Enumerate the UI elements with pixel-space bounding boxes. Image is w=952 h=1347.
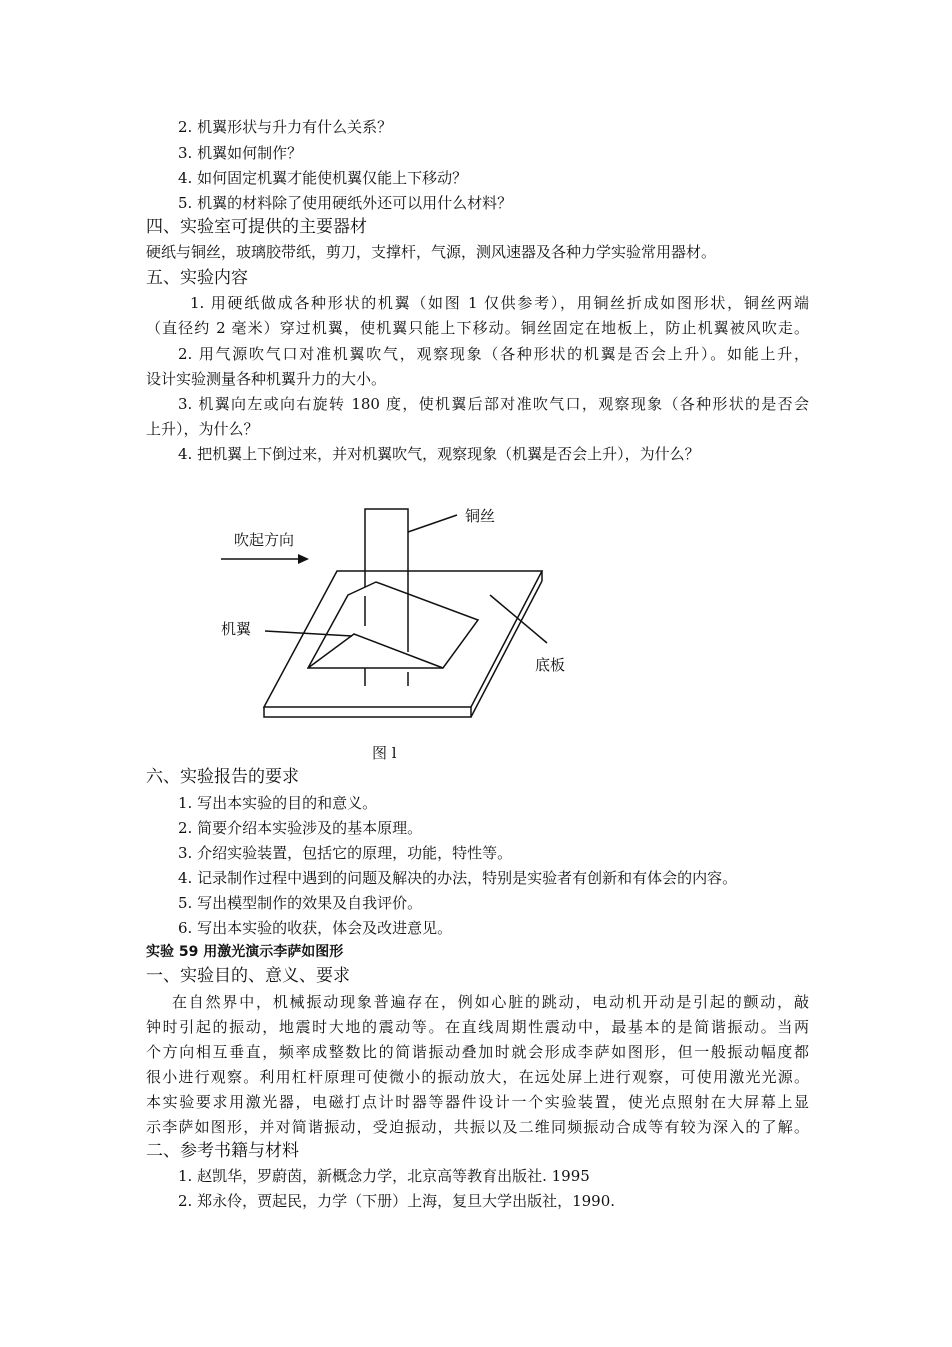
question-2: 2. 机翼形状与升力有什么关系？ xyxy=(178,118,393,136)
report-item: 2. 简要介绍本实验涉及的基本原理。 xyxy=(178,819,423,837)
base-board-edge xyxy=(264,707,471,717)
question-4: 4. 如何固定机翼才能使机翼仅能上下移动？ xyxy=(178,169,468,187)
content-line: 3. 机翼向左或向右旋转 180 度，使机翼后部对准吹气口，观察现象（各种形状的是否会 xyxy=(178,395,809,413)
section-heading-references: 二、参考书籍与材料 xyxy=(146,1141,299,1161)
label-wing: 机翼 xyxy=(221,620,252,638)
report-item: 5. 写出模型制作的效果及自我评价。 xyxy=(178,894,423,912)
report-item: 1. 写出本实验的目的和意义。 xyxy=(178,794,378,812)
wing xyxy=(308,582,478,668)
section-heading-purpose: 一、实验目的、意义、要求 xyxy=(146,966,350,986)
experiment-title: 实验 59 用激光演示李萨如图形 xyxy=(146,944,344,960)
reference-item: 2. 郑永伶，贾起民，力学（下册）上海，复旦大学出版社，1990. xyxy=(178,1192,616,1210)
question-5: 5. 机翼的材料除了使用硬纸外还可以用什么材料？ xyxy=(178,194,513,212)
label-copper-wire: 铜丝 xyxy=(465,507,496,525)
content-line: 2. 用气源吹气口对准机翼吹气，观察现象（各种形状的机翼是否会上升）。如能上升， xyxy=(178,345,809,363)
report-item: 4. 记录制作过程中遇到的问题及解决的办法，特别是实验者有创新和有体会的内容。 xyxy=(178,869,738,887)
reference-item: 1. 赵凯华，罗蔚茵，新概念力学，北京高等教育出版社. 1995 xyxy=(178,1167,590,1185)
equipment-text: 硬纸与铜丝，玻璃胶带纸，剪刀，支撑杆，气源，测风速器及各种力学实验常用器材。 xyxy=(146,243,717,261)
section-heading-content: 五、实验内容 xyxy=(146,268,248,288)
content-line: 设计实验测量各种机翼升力的大小。 xyxy=(146,370,387,388)
purpose-paragraph-line: 很小进行观察。利用杠杆原理可使微小的振动放大，在远处屏上进行观察，可使用激光光源。 xyxy=(146,1068,809,1086)
section-heading-report: 六、实验报告的要求 xyxy=(146,767,299,787)
label-wind-direction: 吹起方向 xyxy=(234,531,295,549)
content-line: 1. 用硬纸做成各种形状的机翼（如图 1 仅供参考），用铜丝折成如图形状，铜丝两端 xyxy=(190,294,809,312)
purpose-paragraph-line: 个方向相互垂直，频率成整数比的简谐振动叠加时就会形成李萨如图形，但一般振动幅度都 xyxy=(146,1043,809,1061)
purpose-paragraph-line: 本实验要求用激光器，电磁打点计时器等器件设计一个实验装置，使光点照射在大屏幕上显 xyxy=(146,1093,809,1111)
content-line: 上升），为什么？ xyxy=(146,420,259,438)
section-heading-equipment: 四、实验室可提供的主要器材 xyxy=(146,217,367,237)
content-line: （直径约 2 毫米）穿过机翼，使机翼只能上下移动。铜丝固定在地板上，防止机翼被风吹走。 xyxy=(146,319,809,337)
purpose-paragraph-line: 示李萨如图形，并对简谐振动，受迫振动，共振以及二维同频振动合成等有较为深入的了解。 xyxy=(146,1118,809,1136)
question-3: 3. 机翼如何制作？ xyxy=(178,144,303,162)
wire-leader-line xyxy=(408,515,457,532)
wing-apparatus-diagram xyxy=(0,490,952,770)
base-board-edge xyxy=(471,581,542,717)
purpose-paragraph-line: 钟时引起的振动，地震时大地的震动等。在直线周期性震动中，最基本的是简谐振动。当两 xyxy=(146,1018,809,1036)
report-item: 3. 介绍实验装置，包括它的原理，功能，特性等。 xyxy=(178,844,513,862)
content-line: 4. 把机翼上下倒过来，并对机翼吹气，观察现象（机翼是否会上升），为什么？ xyxy=(178,445,700,463)
wind-arrow-head xyxy=(298,554,309,564)
purpose-paragraph-line: 在自然界中，机械振动现象普遍存在，例如心脏的跳动，电动机开动是引起的颤动，敲 xyxy=(172,993,809,1011)
figure-caption: 图 l xyxy=(372,744,397,762)
report-item: 6. 写出本实验的收获，体会及改进意见。 xyxy=(178,919,453,937)
base-leader-line xyxy=(490,595,547,643)
label-base-board: 底板 xyxy=(535,656,566,674)
copper-wire xyxy=(365,509,408,596)
